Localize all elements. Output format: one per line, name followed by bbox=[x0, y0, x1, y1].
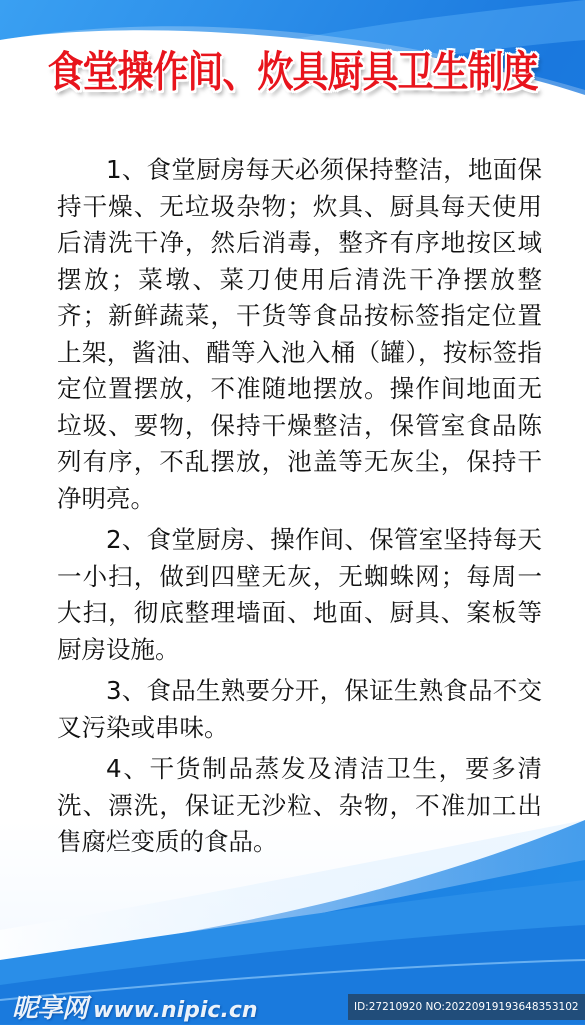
page-title: 食堂操作间、炊具厨具卫生制度 bbox=[47, 48, 538, 98]
paragraph-3: 3、食品生熟要分开，保证生熟食品不交叉污染或串味。 bbox=[57, 676, 542, 742]
watermark-logo: 昵享网 bbox=[12, 994, 88, 1024]
image-id-strip: ID:27210920 NO:20220919193648353102 bbox=[348, 994, 585, 1020]
regulation-body bbox=[57, 152, 542, 866]
paragraph-1: 1、食堂厨房每天必须保持整洁，地面保持干燥、无垃圾杂物；炊具、厨具每天使用后清洗干净，然后消毒，整齐有序地按区域摆放；菜墩、菜刀使用后清洗干净摆放整齐；新鲜蔬菜，干货等食品按标签指定位置上架，酱油、醋等入池入桶（罐），按标签指定位置摆放，不准随地摆放。操作间地面无垃圾、要物，保持干燥整洁，保管室食品陈列有序，不乱摆放，池盖等无灰尘，保持干净明亮。 bbox=[57, 155, 542, 513]
site-watermark bbox=[12, 988, 258, 1025]
paragraph-4: 4、干货制品蒸发及清洁卫生，要多清洗、漂洗，保证无沙粒、杂物，不准加工出售腐烂变质的食品。 bbox=[57, 754, 542, 856]
watermark-url: www.nipic.cn bbox=[93, 998, 258, 1023]
paragraph-2: 2、食堂厨房、操作间、保管室坚持每天一小扫，做到四壁无灰，无蜘蛛网；每周一大扫，彻底整理墙面、地面、厨具、案板等厨房设施。 bbox=[57, 525, 542, 664]
